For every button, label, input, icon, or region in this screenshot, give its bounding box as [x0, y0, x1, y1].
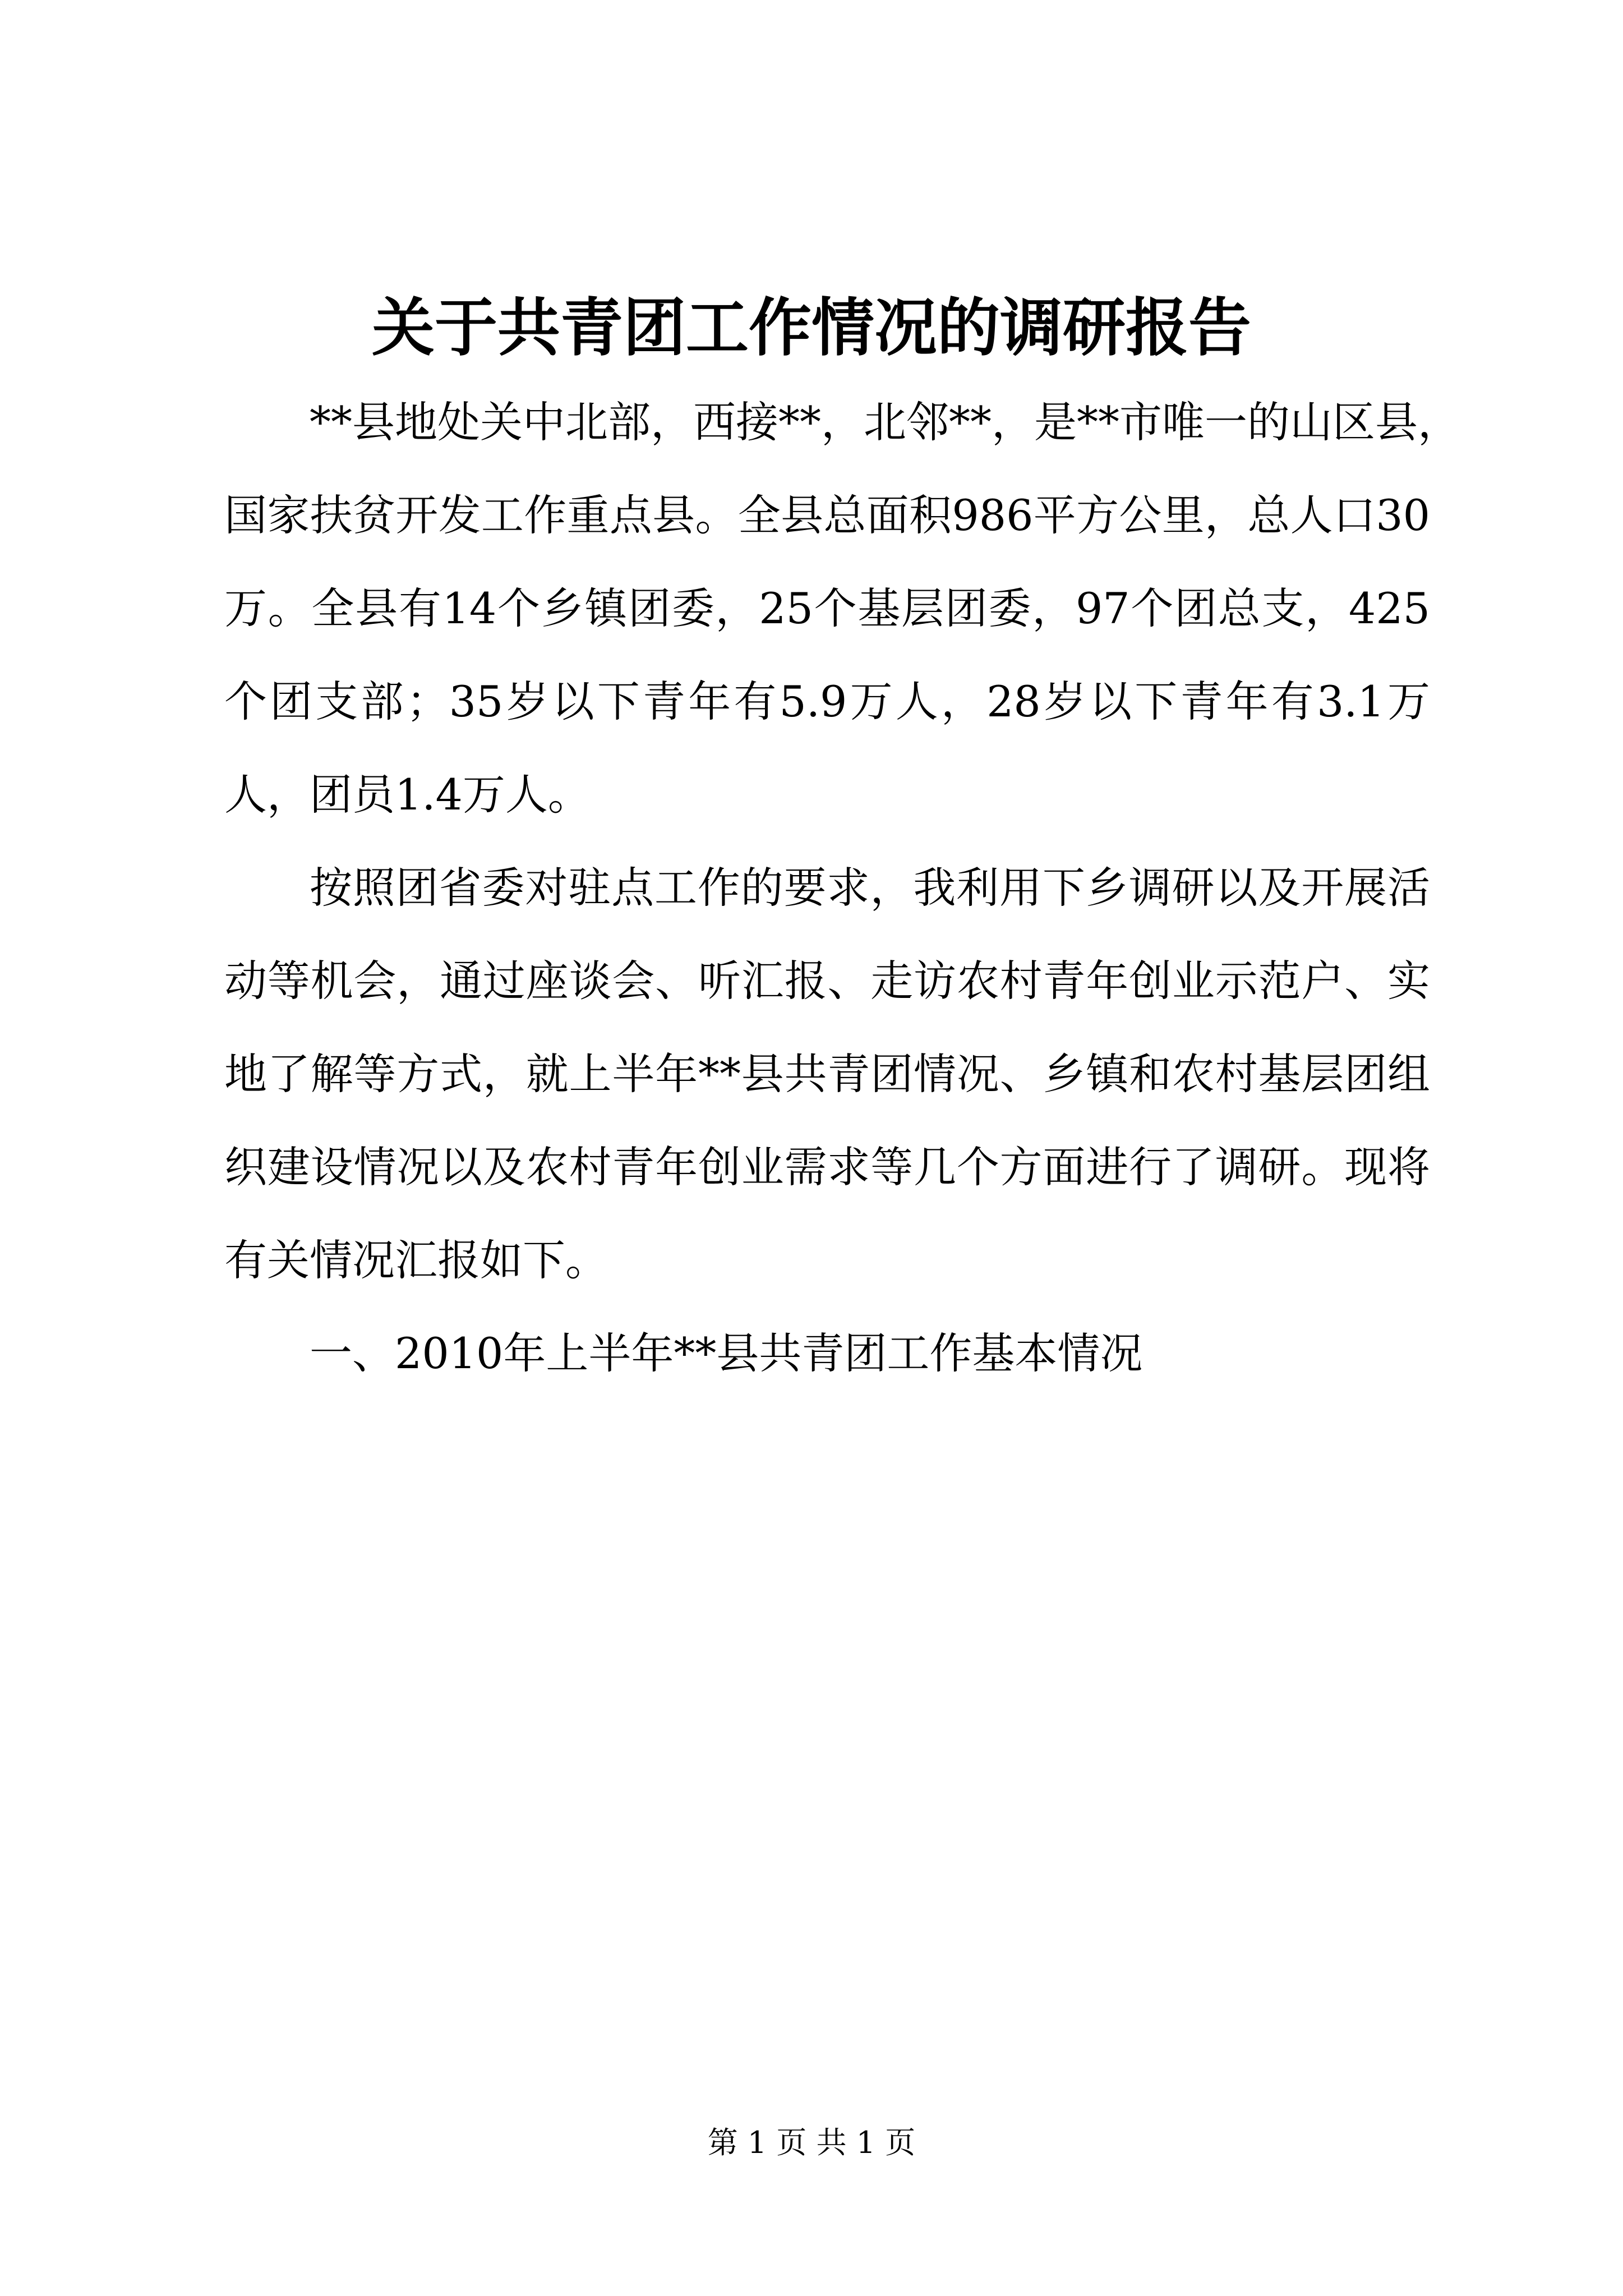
- paragraph-2-line-5: 有关情况汇报如下。: [224, 1235, 608, 1285]
- paragraph-2-line-2: 动等机会，通过座谈会、听汇报、走访农村青年创业示范户、实: [224, 956, 1430, 1006]
- paragraph-1-line-5: 人，团员1.4万人。: [224, 770, 591, 820]
- document-title: 关于共青团工作情况的调研报告: [372, 291, 1251, 365]
- section-heading-1: 一、2010年上半年**县共青团工作基本情况: [310, 1328, 1143, 1378]
- paragraph-1-line-4: 个团支部；35岁以下青年有5.9万人，28岁以下青年有3.1万: [224, 677, 1430, 726]
- paragraph-2-line-3: 地了解等方式，就上半年**县共青团情况、乡镇和农村基层团组: [224, 1049, 1430, 1099]
- page-number-footer: 第 1 页 共 1 页: [707, 2125, 916, 2160]
- paragraph-1-line-2: 国家扶贫开发工作重点县。全县总面积986平方公里，总人口30: [224, 490, 1430, 540]
- paragraph-1-line-1: **县地处关中北部，西接**，北邻**，是**市唯一的山区县，: [310, 397, 1460, 447]
- paragraph-1-line-3: 万。全县有14个乡镇团委，25个基层团委，97个团总支，425: [224, 583, 1430, 633]
- paragraph-2-line-4: 织建设情况以及农村青年创业需求等几个方面进行了调研。现将: [224, 1142, 1430, 1192]
- document-body: [224, 376, 1460, 1400]
- paragraph-2-line-1: 按照团省委对驻点工作的要求，我利用下乡调研以及开展活: [310, 863, 1430, 913]
